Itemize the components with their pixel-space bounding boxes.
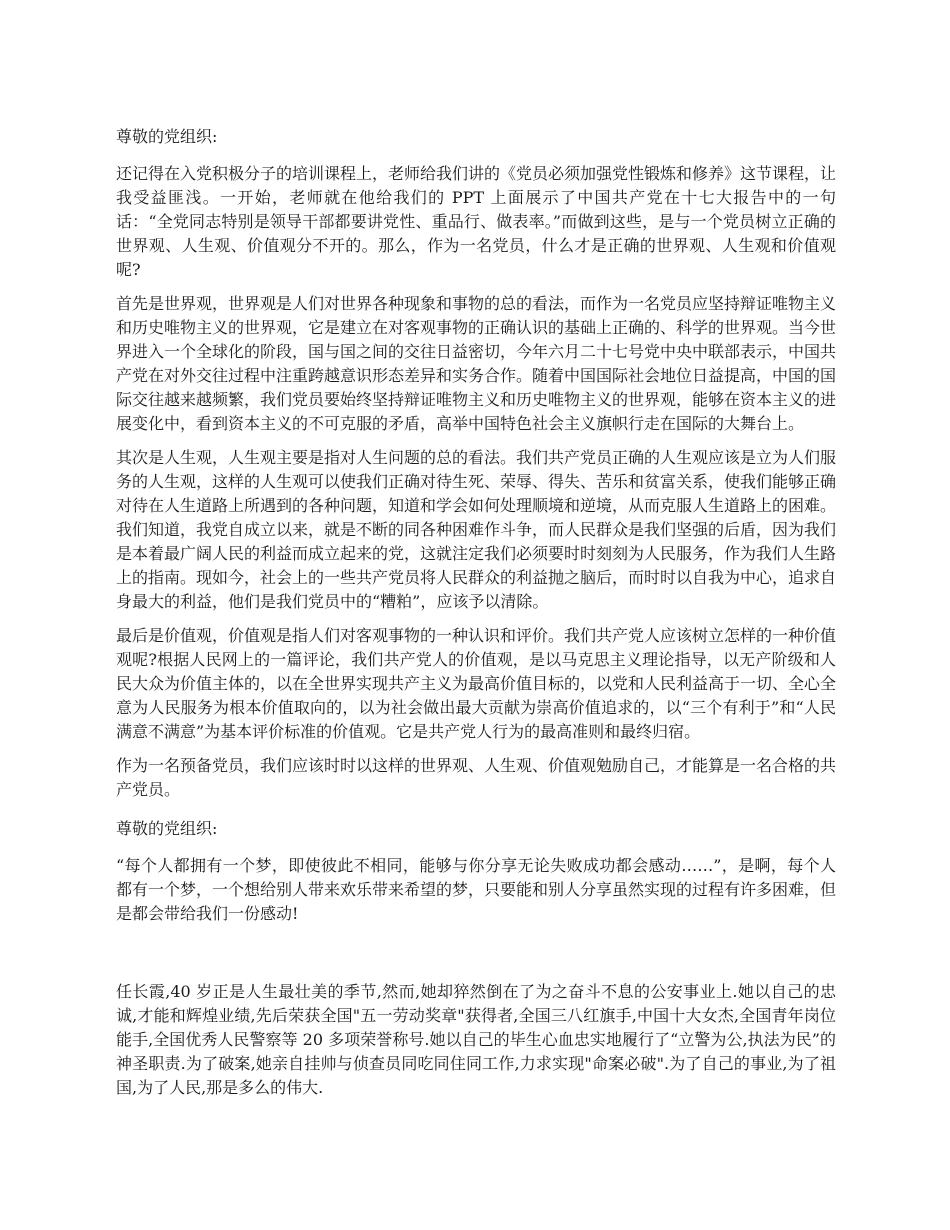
paragraph-ren-changxia: 任长霞,40 岁正是人生最壮美的季节,然而,她却猝然倒在了为之奋斗不息的公安事业上.她以自己的忠诚,才能和辉煌业绩,先后荣获全国"五一劳动奖章"获得者,全国三八红旗手,中国十大女杰,全国青年岗位能手,全国优秀人民警察等 20 多项荣誉称号.她以自己的毕生心血忠实地履行了“立警为公,执法为民”的神圣职责.为了破案,她亲自挂帅与侦查员同吃同住同工作,力求实现"命案必破".为了自己的事业,为了祖国,为了人民,那是多么的伟大. <box>116 982 836 1097</box>
paragraph-values: 最后是价值观，价值观是指人们对客观事物的一种认识和评价。我们共产党人应该树立怎样的一种价值观呢?根据人民网上的一篇评论，我们共产党人的价值观，是以马克思主义理论指导，以无产阶级和人民大众为价值主体的，以在全世界实现共产主义为最高价值目标的，以党和人民利益高于一切、全心全意为人民服务为根本价值取向的，以为社会做出最大贡献为崇高价值追求的，以“三个有利于”和“人民满意不满意”为基本评价标准的价值观。它是共产党人行为的最高准则和最终归宿。 <box>116 626 837 741</box>
paragraph-conclusion: 作为一名预备党员，我们应该时时以这样的世界观、人生观、价值观勉励自己，才能算是一名合格的共产党员。 <box>116 756 837 799</box>
paragraph-dream: “每个人都拥有一个梦，即使彼此不相同，能够与你分享无论失败成功都会感动……”，是啊，每个人都有一个梦，一个想给别人带来欢乐带来希望的梦，只要能和别人分享虽然实现的过程有许多困难，但是都会带给我们一份感动! <box>116 856 837 923</box>
paragraph-outlook-on-life: 其次是人生观，人生观主要是指对人生问题的总的看法。我们共产党员正确的人生观应该是立为人们服务的人生观，这样的人生观可以使我们正确对待生死、荣辱、得失、苦乐和贫富关系，使我们能够正确对待在人生道路上所遇到的各种问题，知道和学会如何处理顺境和逆境，从而克服人生道路上的困难。我们知道，我党自成立以来，就是不断的同各种困难作斗争，而人民群众是我们坚强的后盾，因为我们是本着最广阔人民的利益而成立起来的党，这就注定我们必须要时时刻刻为人民服务，作为我们人生路上的指南。现如今，社会上的一些共产党员将人民群众的利益抛之脑后，而时时以自我为中心，追求自身最大的利益，他们是我们党员中的“糟粕”，应该予以清除。 <box>116 448 837 611</box>
blank-spacer <box>116 936 836 980</box>
paragraph-worldview: 首先是世界观，世界观是人们对世界各种现象和事物的总的看法，而作为一名党员应坚持辩证唯物主义和历史唯物主义的世界观，它是建立在对客观事物的正确认识的基础上正确的、科学的世界观。当今世界进入一个全球化的阶段，国与国之间的交往日益密切，今年六月二十七号党中央中联部表示，中国共产党在对外交往过程中注重跨越意识形态差异和实务合作。随着中国国际社会地位日益提高，中国的国际交往越来越频繁，我们党员要始终坚持辩证唯物主义和历史唯物主义的世界观，能够在资本主义的进展变化中，看到资本主义的不可克服的矛盾，高举中国特色社会主义旗帜行走在国际的大舞台上。 <box>116 294 837 433</box>
salutation-1: 尊敬的党组织: <box>116 127 218 146</box>
document-page <box>116 120 836 1110</box>
paragraph-intro: 还记得在入党积极分子的培训课程上，老师给我们讲的《党员必须加强党性锻炼和修养》这节课程，让我受益匪浅。一开始，老师就在他给我们的 PPT 上面展示了中国共产党在十七大报告中的一句话：“全党同志特别是领导干部都要讲党性、重品行、做表率。”而做到这些，是与一个党员树立正确的世界观、人生观、价值观分不开的。那么，作为一名党员，什么才是正确的世界观、人生观和价值观呢? <box>116 164 837 279</box>
salutation-2: 尊敬的党组织: <box>116 819 218 838</box>
